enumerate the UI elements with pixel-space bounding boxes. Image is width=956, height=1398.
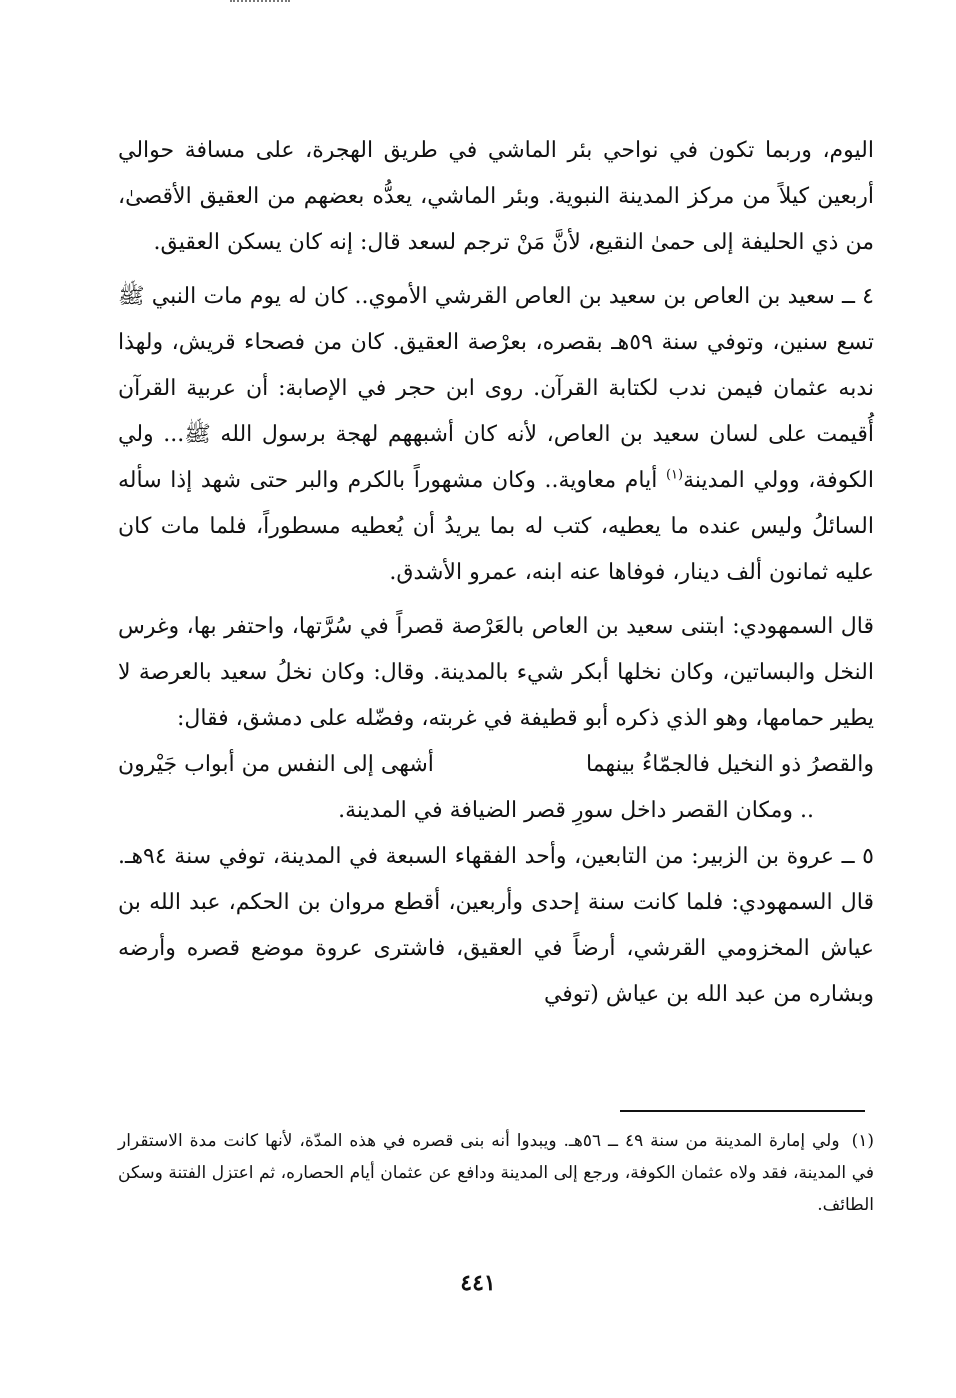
verse-first-hemistich: والقصرُ ذو النخيل فالجمّاءُ بينهما [586, 752, 874, 777]
footnote-reference: (١) [665, 467, 684, 483]
verse-second-hemistich: أشهى إلى النفس من أبواب جَيْرون [118, 752, 434, 777]
paragraph-2-part-2: أيام معاوية.. وكان مشهوراً بالكرم والبر حتى شهد إذا سأله السائلُ وليس عنده ما يعطيه، كتب له بما يريدُ أن يُعطيه مسطوراً، فلما مات كان عليه ثمانون ألف دينار، فوفاها عنه ابنه، عمرو الأشدق. [118, 468, 874, 585]
paragraph-1: اليوم، وربما تكون في نواحي بئر الماشي في طريق الهجرة، على مسافة حوالي أربعين كيلاً من مركز المدينة النبوية. وبئر الماشي، يعدُّه بعضهم من العقيق الأقصىٰ، من ذي الحليفة إلى حمىٰ النقيع، لأنَّ مَنْ ترجم لسعد قال: إنه كان يسكن العقيق. [118, 138, 874, 255]
footnotes [118, 1125, 874, 1221]
paragraph-2-part-1: ٤ ــ سعيد بن العاص بن سعيد بن العاص القرشي الأموي.. كان له يوم مات النبي ﷺ تسع سنين، وتوفي سنة ٥٩هـ بقصره، بعرْصة العقيق. كان من فصحاء قريش، ولهذا ندبه عثمان فيمن ندب لكتابة القرآن. روى ابن حجر في الإصابة: أن عربية القرآن أُقيمت على لسان سعيد بن العاص، لأنه كان أشبههم لهجة برسول الله ﷺ... ولي الكوفة، وولي المدينة [118, 284, 874, 493]
paragraph-4: .. ومكان القصر داخل سورِ قصر الضيافة في المدينة. [338, 798, 814, 823]
top-edge-mark [230, 0, 290, 5]
paragraph-3: قال السمهودي: ابتنى سعيد بن العاص بالعَرْصة قصراً في سُرَّتها، واحتفر بها، وغرس النخل والبساتين، وكان نخلها أبكر شيء بالمدينة. وقال: وكان نخلُ سعيد بالعرصة لا يطير حمامها، وهو الذي ذكره أبو قطيفة في غربته، وفضّله على دمشق، فقال: [118, 614, 874, 731]
paragraph-gap [118, 266, 874, 274]
main-text [118, 128, 874, 1018]
footnote-text: ولي إمارة المدينة من سنة ٤٩ ــ ٥٦هـ. ويبدوا أنه بنى قصره في هذه المدّة، لأنها كانت مدة الاستقرار في المدينة، فقد ولاه عثمان الكوفة، ورجع إلى المدينة ودافع عن عثمان أيام الحصاره، ثم اعتزل الفتنة وسكن الطائف. [118, 1131, 874, 1215]
footnote-separator [620, 1110, 865, 1112]
paragraph-gap [118, 596, 874, 604]
footnote-1 [118, 1125, 874, 1221]
page-number: ٤٤١ [460, 1270, 496, 1296]
footnote-number: (١) [851, 1131, 874, 1151]
paragraph-2 [118, 274, 874, 596]
paragraph-5: ٥ ــ عروة بن الزبير: من التابعين، وأحد الفقهاء السبعة في المدينة، توفي سنة ٩٤هـ. قال السمهودي: فلما كانت سنة إحدى وأربعين، أقطع مروان بن الحكم، عبد الله بن عياش المخزومي القرشي، أرضاً في العقيق، فاشترى عروة موضع قصره وأرضه وبشاره من عبد الله بن عياش (توفي [118, 844, 874, 1007]
poetry-verse [118, 742, 874, 788]
